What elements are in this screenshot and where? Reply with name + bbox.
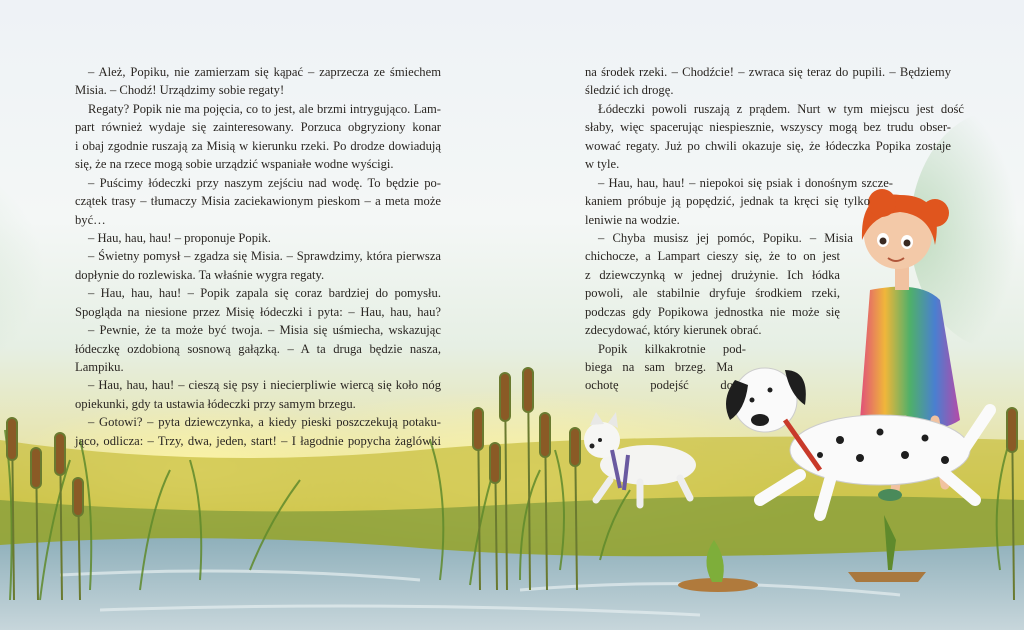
text-line: śledzić ich drogę. [585, 83, 674, 98]
text-line: Spogląda na niesione przez Misię łódeczki i pyta: – Hau, hau, hau? [75, 304, 441, 319]
text-line: w tyle. [585, 157, 620, 172]
text-line: podczas gdy Popikowa jednostka nie może się [585, 304, 840, 319]
text-line: – Hau, hau, hau! – cieszą się psy i niecierpliwie wiercą się koło nóg [88, 378, 441, 393]
text-line: zdecydować, który kierunek obrać. [585, 323, 762, 338]
text-line: ochotę podejść do [585, 378, 733, 393]
text-line: Łódeczki powoli ruszają z prądem. Nurt w tym miejscu jest dość [598, 101, 964, 116]
text-line: chichocze, a Lampart cieszy się, że to on jest [585, 249, 840, 264]
text-line: – Hau, hau, hau! – niepokoi się psiak i donośnym szcze- [598, 175, 893, 190]
text-line: Lampiku. [75, 360, 124, 374]
left-page-text [75, 63, 441, 450]
text-line: czątek trasy – tłumaczy Misia zaciekawionym pieskom – a meta może [75, 194, 441, 209]
text-line: part również wydaje się zainteresowany. Porzuca obgryziony konar [75, 120, 441, 135]
right-page-text [585, 63, 964, 395]
text-line: – Chyba musisz jej pomóc, Popiku. – Misia [598, 230, 853, 245]
text-line: Misia. – Chodź! Urządzimy sobie regaty! [75, 83, 285, 98]
text-line: – Hau, hau, hau! – proponuje Popik. [88, 230, 271, 245]
text-line: – Puścimy łódeczki przy naszym zejściu nad wodę. To będzie po- [88, 175, 441, 190]
text-line: – Gotowi? – pyta dziewczynka, a kiedy pieski poszczekują potaku- [88, 415, 441, 430]
text-line: wować regaty. Już po chwili okazuje się, że łódeczka Popika zostaje [585, 138, 951, 153]
text-line: z dziewczynką w jednej drużynie. Ich łódka [585, 267, 840, 282]
text-line: Regaty? Popik nie ma pojęcia, co to jest, ale brzmi intrygująco. Lam- [88, 101, 441, 116]
text-line: opiekunki, gdy ta ustawia łódeczki przy samym brzegu. [75, 396, 356, 411]
text-line: na środek rzeki. – Chodźcie! – zwraca się teraz do pupili. – Będziemy [585, 65, 951, 79]
text-line: i obaj zgodnie ruszają za Misią w kierunku rzeki. Po drodze dowiadują [75, 138, 441, 153]
text-line: – Ależ, Popiku, nie zamierzam się kąpać – zaprzecza ze śmiechem [88, 65, 441, 79]
text-line: Popik kilkakrotnie pod- [598, 341, 746, 356]
text-line: – Świetny pomysł – zgadza się Misia. – Sprawdzimy, która pierwsza [88, 249, 441, 264]
text-line: – Pewnie, że ta może być twoja. – Misia się uśmiecha, wskazując [88, 323, 441, 338]
text-line: leniwie na wodzie. [585, 212, 680, 227]
text-line: się, że na rzece mogą sobie urządzić wspaniałe wodne wyścigi. [75, 157, 394, 172]
text-line: łódeczkę ozdobioną sosnową gałązką. – A ta druga będzie nasza, [75, 341, 441, 356]
text-line: być… [75, 212, 106, 227]
text-line: powoli, ale stabilnie dryfuje środkiem rzeki, [585, 286, 840, 301]
text-line: jąco, odlicza: – Trzy, dwa, jeden, start! – I łagodnie popycha żaglówki [75, 433, 441, 448]
text-line: – Hau, hau, hau! – Popik zapala się coraz bardziej do pomysłu. [88, 286, 441, 301]
text-line: biega na sam brzeg. Ma [585, 360, 733, 374]
text-line: słaby, więc spacerując niespiesznie, wszyscy mogą bez trudu obser- [585, 120, 951, 135]
text-line: dopłynie do rozlewiska. Ta właśnie wygra regaty. [75, 267, 325, 282]
text-line: kaniem próbuje ją popędzić, jednak ta kręci się tylko [585, 194, 870, 209]
